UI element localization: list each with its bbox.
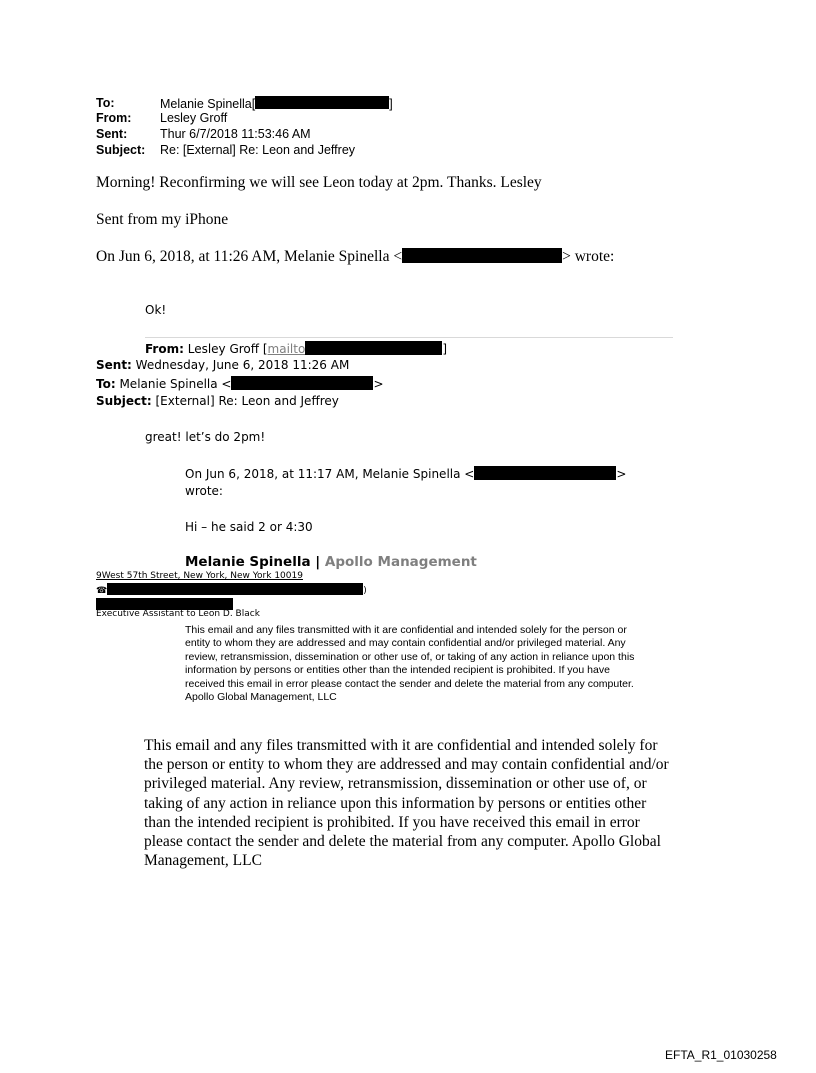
quoted-from-label: From: (145, 342, 184, 356)
phone-icon: ☎ (96, 586, 108, 596)
to-name: Melanie Spinella[ (160, 97, 256, 111)
quoted-sent-label: Sent: (96, 358, 132, 372)
quoted-from-close: ] (442, 342, 447, 356)
quoted-to-line (96, 376, 384, 391)
redaction-block (255, 96, 389, 109)
redaction-block (402, 248, 562, 263)
quoted-subject-value: [External] Re: Leon and Jeffrey (151, 394, 339, 408)
quoted-to-close: > (373, 377, 384, 391)
to-close: ] (389, 97, 393, 111)
quoted-to-label: To: (96, 377, 116, 391)
quoted-to-value: Melanie Spinella < (115, 377, 232, 391)
quoted-from-line (145, 341, 447, 356)
from-value: Lesley Groff (160, 111, 228, 125)
quoted-message: great! let’s do 2pm! (145, 430, 266, 444)
message-line: Morning! Reconfirming we will see Leon today at 2pm. Thanks. Lesley (96, 174, 542, 191)
quote-divider (145, 337, 673, 338)
quoted2-intro (185, 466, 626, 481)
mailto-link[interactable]: mailto (267, 342, 306, 356)
quote-intro-end: > wrote: (562, 248, 615, 265)
quoted-subject-line (96, 394, 339, 408)
quoted2-wrote: wrote: (185, 484, 223, 498)
sent-from-line: Sent from my iPhone (96, 211, 229, 228)
quoted-sent-line (96, 358, 349, 372)
phone-close: ) (363, 586, 367, 596)
quote-intro (96, 248, 614, 266)
to-value (160, 96, 393, 112)
quoted-from-value: Lesley Groff [ (183, 342, 268, 356)
to-label: To: (96, 96, 115, 110)
redaction-block (474, 466, 616, 480)
from-label: From: (96, 111, 132, 125)
quoted2-message: Hi – he said 2 or 4:30 (185, 520, 313, 534)
quote-intro-start: On Jun 6, 2018, at 11:26 AM, Melanie Spinella < (96, 248, 403, 265)
quoted-sent-value: Wednesday, June 6, 2018 11:26 AM (131, 358, 350, 372)
redaction-block (305, 341, 442, 355)
subject-label: Subject: (96, 143, 146, 157)
quoted2-intro-close: > (616, 467, 627, 481)
quoted2-intro-text: On Jun 6, 2018, at 11:17 AM, Melanie Spinella < (185, 467, 475, 481)
quoted-subject-label: Subject: (96, 394, 152, 408)
signature-phone (96, 583, 367, 596)
sent-label: Sent: (96, 127, 128, 141)
document-id: EFTA_R1_01030258 (665, 1048, 777, 1062)
signature-title: Executive Assistant to Leon D. Black (96, 609, 260, 619)
signature-company: Apollo Management (320, 554, 477, 570)
redaction-block (231, 376, 373, 390)
disclaimer-small: This email and any files transmitted with it are confidential and intended solely for the person or entity to whom they are addressed and may contain confidential and/or privileged material. Any review, retransmission, dissemination or other use of, or taking of any action in reliance upon this information by persons or entities other than the intended recipient is prohibited. If you have received this email in error please contact the sender and delete the material from any computer. Apollo Global Management, LLC (185, 624, 635, 704)
signature-person: Melanie Spinella | (185, 554, 321, 570)
subject-value: Re: [External] Re: Leon and Jeffrey (160, 143, 356, 157)
disclaimer-large: This email and any files transmitted with it are confidential and intended solely for the person or entity to whom they are addressed and may contain confidential and/or privileged material. Any review, retransmission, dissemination or other use of, or taking of any action in reliance upon this information by persons or entities other than the intended recipient is prohibited. If you have received this email in error please contact the sender and delete the material from any computer. Apollo Global Management, LLC (144, 737, 669, 870)
redaction-block (107, 583, 363, 595)
quoted-ok: Ok! (145, 303, 167, 317)
signature-address: 9West 57th Street, New York, New York 10019 (96, 571, 303, 581)
sent-value: Thur 6/7/2018 11:53:46 AM (160, 127, 311, 141)
signature-name (185, 554, 477, 570)
